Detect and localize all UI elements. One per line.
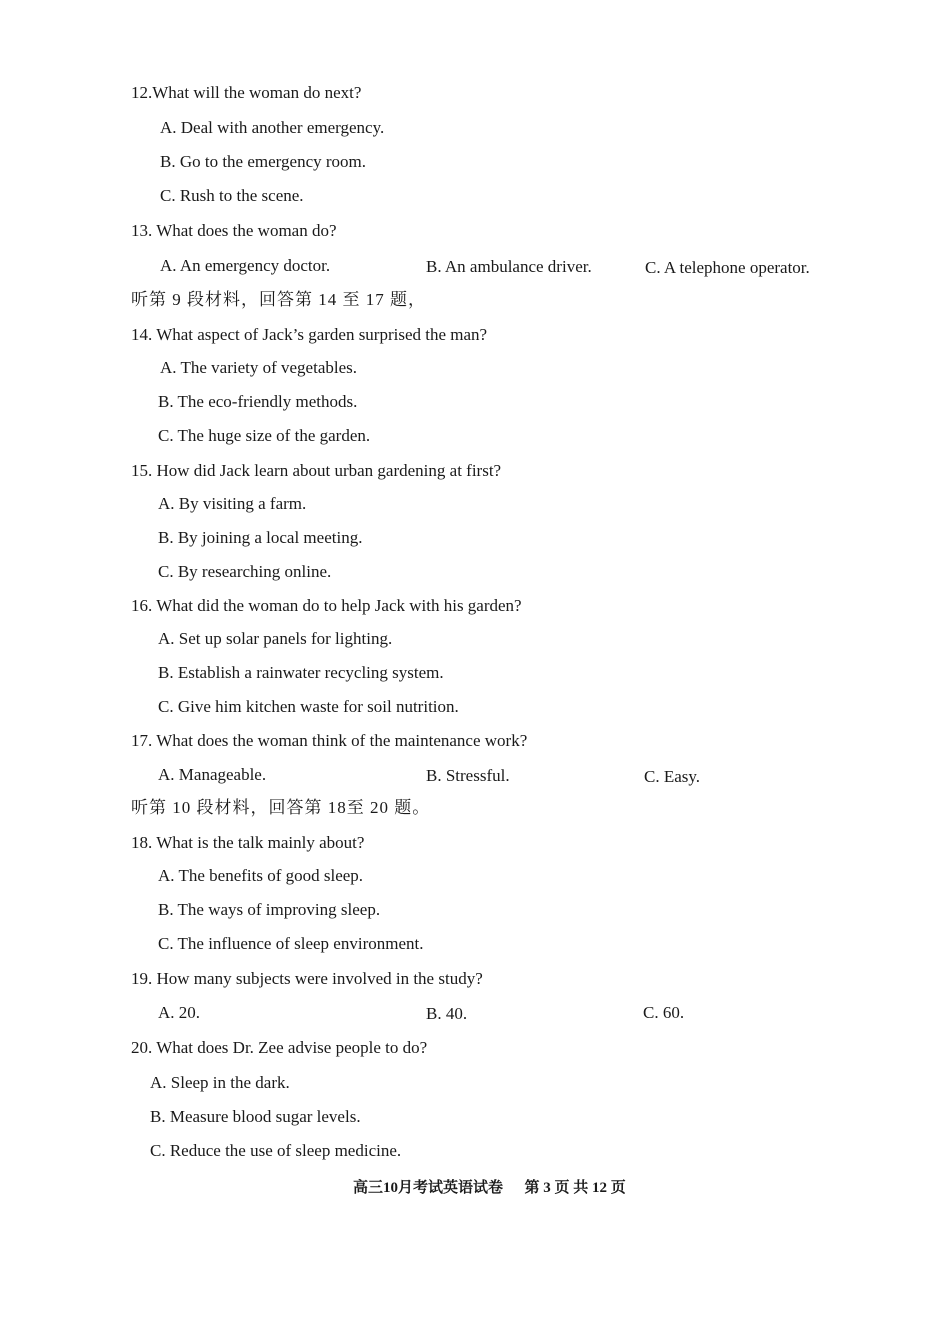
option-14b: B. The eco-friendly methods. [158,392,358,411]
option-16c: C. Give him kitchen waste for soil nutrition. [158,697,459,716]
option-13b: B. An ambulance driver. [426,257,592,276]
footer-title: 高三10月考试英语试卷 [353,1180,504,1196]
option-17c: C. Easy. [644,767,701,786]
option-14c: C. The huge size of the garden. [158,426,371,445]
option-20a: A. Sleep in the dark. [150,1073,290,1092]
question-18: 18. What is the talk mainly about? [131,833,365,852]
option-16b: B. Establish a rainwater recycling system. [158,663,444,682]
option-16a: A. Set up solar panels for lighting. [158,629,393,648]
question-14: 14. What aspect of Jack’s garden surprised the man? [131,325,488,344]
question-19: 19. How many subjects were involved in the study? [131,969,483,988]
option-19c: C. 60. [643,1003,685,1022]
option-12a: A. Deal with another emergency. [160,118,385,137]
option-13c: C. A telephone operator. [645,258,810,277]
option-15b: B. By joining a local meeting. [158,528,363,547]
section-heading-9: 听第 9 段材料，回答第 14 至 17 题， [131,290,426,309]
option-13a: A. An emergency doctor. [160,256,331,275]
option-17b: B. Stressful. [426,766,510,785]
option-19b: B. 40. [426,1004,468,1023]
option-20b: B. Measure blood sugar levels. [150,1107,361,1126]
question-20: 20. What does Dr. Zee advise people to do? [131,1038,428,1057]
page-footer [353,1176,626,1197]
option-14a: A. The variety of vegetables. [160,358,358,377]
question-12: 12.What will the woman do next? [131,83,362,102]
question-15: 15. How did Jack learn about urban gardening at first? [131,461,502,480]
option-15a: A. By visiting a farm. [158,494,307,513]
option-18a: A. The benefits of good sleep. [158,866,364,885]
option-18b: B. The ways of improving sleep. [158,900,381,919]
section-heading-10: 听第 10 段材料，回答第 18至 20 题。 [131,798,431,817]
option-15c: C. By researching online. [158,562,332,581]
option-17a: A. Manageable. [158,765,267,784]
footer-page-number: 第 3 页 共 12 页 [524,1180,626,1196]
question-17: 17. What does the woman think of the maintenance work? [131,731,528,750]
option-12c: C. Rush to the scene. [160,186,304,205]
option-18c: C. The influence of sleep environment. [158,934,424,953]
option-19a: A. 20. [158,1003,201,1022]
option-20c: C. Reduce the use of sleep medicine. [150,1141,402,1160]
question-13: 13. What does the woman do? [131,221,337,240]
question-16: 16. What did the woman do to help Jack with his garden? [131,596,522,615]
option-12b: B. Go to the emergency room. [160,152,367,171]
